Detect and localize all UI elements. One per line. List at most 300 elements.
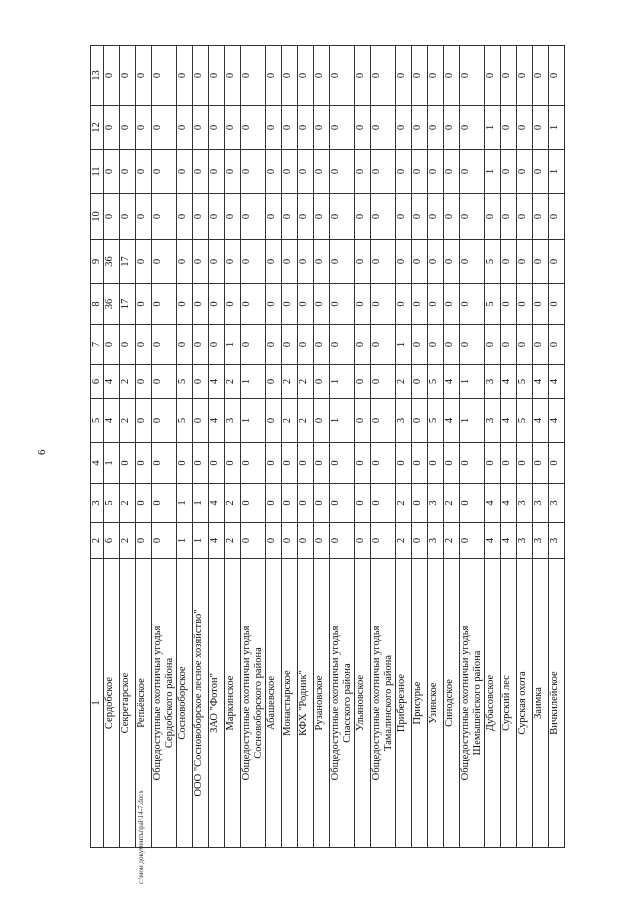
value-cell: 0 [266,106,282,150]
value-cell: 0 [330,443,355,484]
value-cell: 3 [549,523,565,559]
row-name-cell [314,559,330,848]
value-cell: 4 [501,523,517,559]
value-cell: 0 [428,325,444,365]
value-cell: 0 [193,325,209,365]
row-name-line: Присурье [412,681,423,725]
value-cell: 0 [177,150,193,194]
value-cell: 0 [517,284,533,325]
value-cell: 0 [177,194,193,240]
value-cell: 1 [460,365,485,399]
column-header: 3 [91,484,104,523]
value-cell: 0 [412,150,428,194]
value-cell: 0 [266,284,282,325]
value-cell: 0 [444,240,460,284]
value-cell: 0 [428,150,444,194]
value-cell: 0 [549,325,565,365]
value-cell: 2 [282,399,298,443]
value-cell: 0 [355,399,371,443]
value-cell: 0 [282,106,298,150]
value-cell: 0 [330,240,355,284]
value-cell: 17 [120,284,136,325]
row-name-line: Сосновоборское [177,666,188,740]
value-cell: 0 [517,194,533,240]
value-cell: 0 [314,284,330,325]
row-name-line: Маркинское [225,675,236,731]
value-cell: 0 [241,240,266,284]
row-name-cell [517,559,533,848]
value-cell: 0 [282,523,298,559]
table-row [298,46,314,848]
value-cell: 2 [120,523,136,559]
value-cell: 0 [177,46,193,106]
value-cell: 0 [225,194,241,240]
value-cell: 2 [225,365,241,399]
value-cell: 0 [314,194,330,240]
value-cell: 0 [517,46,533,106]
row-name-cell [298,559,314,848]
row-name-line: Репьёвское [136,678,147,728]
value-cell: 0 [209,150,225,194]
value-cell: 4 [209,523,225,559]
value-cell: 0 [460,240,485,284]
value-cell: 2 [225,523,241,559]
value-cell: 0 [193,106,209,150]
value-cell: 0 [152,484,177,523]
value-cell: 0 [298,443,314,484]
value-cell: 0 [266,484,282,523]
row-name-cell [193,559,209,848]
value-cell: 0 [371,150,396,194]
value-cell: 4 [104,365,120,399]
value-cell: 17 [120,240,136,284]
value-cell: 0 [209,46,225,106]
row-name-cell [120,559,136,848]
value-cell: 0 [501,194,517,240]
value-cell: 0 [225,284,241,325]
table-row [136,46,152,848]
value-cell: 0 [533,240,549,284]
value-cell: 0 [460,443,485,484]
value-cell: 0 [460,523,485,559]
value-cell: 0 [371,365,396,399]
value-cell: 0 [460,46,485,106]
value-cell: 4 [501,365,517,399]
row-name-line: Синодское [444,679,455,727]
value-cell: 0 [298,240,314,284]
value-cell: 0 [120,46,136,106]
value-cell: 0 [444,106,460,150]
value-cell: 0 [136,399,152,443]
value-cell: 0 [314,523,330,559]
value-cell: 0 [152,150,177,194]
row-name-line: КФХ "Родник" [298,670,309,736]
value-cell: 0 [549,240,565,284]
value-cell: 0 [225,240,241,284]
value-cell: 3 [225,399,241,443]
value-cell: 1 [330,365,355,399]
value-cell: 0 [460,325,485,365]
value-cell: 0 [396,106,412,150]
value-cell: 0 [152,46,177,106]
value-cell: 0 [517,325,533,365]
value-cell: 0 [330,46,355,106]
value-cell: 0 [209,325,225,365]
value-cell: 0 [412,399,428,443]
value-cell: 0 [266,399,282,443]
value-cell: 0 [120,443,136,484]
value-cell: 0 [209,240,225,284]
value-cell: 1 [193,523,209,559]
value-cell: 0 [177,106,193,150]
value-cell: 0 [330,106,355,150]
value-cell: 4 [501,484,517,523]
value-cell: 0 [533,325,549,365]
value-cell: 0 [120,325,136,365]
value-cell: 4 [533,365,549,399]
rotated-table-container [90,46,584,884]
value-cell: 3 [485,399,501,443]
value-cell: 0 [314,46,330,106]
value-cell: 0 [152,284,177,325]
value-cell: 1 [330,399,355,443]
value-cell: 0 [460,194,485,240]
value-cell: 4 [533,399,549,443]
row-name-cell [225,559,241,848]
value-cell: 0 [371,284,396,325]
table-row [225,46,241,848]
table-row [193,46,209,848]
value-cell: 3 [549,484,565,523]
row-name-cell [266,559,282,848]
column-header: 1 [91,559,104,848]
value-cell: 4 [209,484,225,523]
row-name-line: Общедоступные охотничьи угодья [241,625,252,781]
value-cell: 2 [298,399,314,443]
value-cell: 2 [120,399,136,443]
value-cell: 0 [152,106,177,150]
table-row [177,46,193,848]
value-cell: 0 [241,284,266,325]
table-row [533,46,549,848]
value-cell: 0 [266,240,282,284]
value-cell: 0 [177,325,193,365]
table-row [412,46,428,848]
row-name-line: Сосновоборского района [253,647,264,759]
value-cell: 0 [266,46,282,106]
value-cell: 0 [460,484,485,523]
value-cell: 0 [298,150,314,194]
value-cell: 0 [136,284,152,325]
value-cell: 4 [444,399,460,443]
value-cell: 0 [241,325,266,365]
table-row [152,46,177,848]
value-cell: 0 [120,106,136,150]
value-cell: 0 [355,46,371,106]
row-name-line: Сурский лес [501,675,512,731]
value-cell: 0 [104,46,120,106]
value-cell: 0 [533,284,549,325]
row-name-cell [412,559,428,848]
value-cell: 2 [120,484,136,523]
value-cell: 0 [266,194,282,240]
row-name-line: Общедоступные охотничьи угодья [460,625,471,781]
value-cell: 3 [396,399,412,443]
value-cell: 0 [501,46,517,106]
row-name-cell [241,559,266,848]
value-cell: 1 [460,399,485,443]
value-cell: 1 [485,106,501,150]
value-cell: 0 [209,194,225,240]
value-cell: 0 [533,106,549,150]
value-cell: 0 [298,325,314,365]
value-cell: 0 [282,240,298,284]
value-cell: 36 [104,240,120,284]
value-cell: 0 [396,150,412,194]
value-cell: 0 [104,194,120,240]
value-cell: 0 [282,46,298,106]
value-cell: 1 [241,399,266,443]
column-header: 6 [91,365,104,399]
row-name-line: Монастырское [282,670,293,736]
value-cell: 0 [444,443,460,484]
value-cell: 0 [209,443,225,484]
column-header: 12 [91,106,104,150]
value-cell: 0 [298,484,314,523]
value-cell: 0 [136,325,152,365]
row-name-cell [460,559,485,848]
value-cell: 0 [266,325,282,365]
value-cell: 5 [485,240,501,284]
value-cell: 0 [314,106,330,150]
table-row [501,46,517,848]
value-cell: 0 [314,443,330,484]
value-cell: 0 [282,150,298,194]
table-header-row [91,46,104,848]
value-cell: 0 [396,46,412,106]
value-cell: 0 [396,284,412,325]
value-cell: 0 [501,106,517,150]
row-name-line: Общедоступные охотничьи угодья [330,625,341,781]
value-cell: 3 [428,523,444,559]
value-cell: 0 [355,284,371,325]
value-cell: 0 [193,284,209,325]
value-cell: 0 [460,106,485,150]
table-row [355,46,371,848]
value-cell: 4 [549,399,565,443]
value-cell: 0 [282,484,298,523]
value-cell: 0 [412,194,428,240]
value-cell: 0 [282,284,298,325]
value-cell: 0 [501,325,517,365]
value-cell: 0 [533,194,549,240]
value-cell: 0 [136,365,152,399]
row-name-line: Шемышейского района [472,650,483,756]
value-cell: 0 [266,523,282,559]
table-row [209,46,225,848]
value-cell: 0 [314,399,330,443]
value-cell: 0 [152,443,177,484]
value-cell: 1 [241,365,266,399]
row-name-cell [104,559,120,848]
value-cell: 0 [371,484,396,523]
value-cell: 2 [396,365,412,399]
value-cell: 0 [298,523,314,559]
value-cell: 1 [104,443,120,484]
value-cell: 0 [152,194,177,240]
value-cell: 0 [444,325,460,365]
value-cell: 0 [314,484,330,523]
table-row [460,46,485,848]
value-cell: 0 [282,325,298,365]
value-cell: 0 [501,443,517,484]
value-cell: 0 [501,284,517,325]
value-cell: 0 [330,523,355,559]
row-name-line: ЗАО "Фотон" [209,673,220,733]
value-cell: 0 [314,325,330,365]
value-cell: 0 [241,150,266,194]
value-cell: 5 [485,284,501,325]
value-cell: 0 [371,443,396,484]
value-cell: 0 [412,325,428,365]
value-cell: 0 [330,194,355,240]
table-row [241,46,266,848]
value-cell: 0 [355,443,371,484]
value-cell: 4 [485,484,501,523]
value-cell: 0 [136,443,152,484]
value-cell: 1 [396,325,412,365]
value-cell: 0 [371,240,396,284]
table-row [517,46,533,848]
value-cell: 0 [533,443,549,484]
row-name-line: Сердобское [104,676,115,730]
value-cell: 0 [104,325,120,365]
value-cell: 0 [136,523,152,559]
table-row [549,46,565,848]
table-row [330,46,355,848]
row-name-line: Рузановское [314,675,325,731]
value-cell: 0 [241,443,266,484]
row-name-line: Сердобского района [164,657,175,749]
value-cell: 1 [177,484,193,523]
table-row [120,46,136,848]
value-cell: 0 [266,150,282,194]
value-cell: 0 [371,325,396,365]
value-cell: 0 [177,284,193,325]
value-cell: 0 [152,325,177,365]
value-cell: 0 [444,194,460,240]
value-cell: 0 [396,194,412,240]
value-cell: 0 [428,240,444,284]
value-cell: 0 [517,150,533,194]
value-cell: 0 [412,46,428,106]
value-cell: 3 [485,365,501,399]
row-name-cell [282,559,298,848]
value-cell: 0 [355,365,371,399]
value-cell: 0 [241,484,266,523]
value-cell: 0 [517,106,533,150]
value-cell: 36 [104,284,120,325]
value-cell: 0 [412,365,428,399]
row-name-line: ООО "Сосновоборское лесное хозяйство" [193,609,204,797]
value-cell: 0 [371,106,396,150]
column-header: 8 [91,284,104,325]
table-row [314,46,330,848]
value-cell: 0 [152,399,177,443]
value-cell: 0 [412,443,428,484]
value-cell: 0 [314,365,330,399]
value-cell: 2 [225,484,241,523]
value-cell: 0 [428,46,444,106]
value-cell: 4 [209,399,225,443]
row-name-cell [428,559,444,848]
value-cell: 2 [282,365,298,399]
value-cell: 0 [282,194,298,240]
table-row [428,46,444,848]
column-header: 5 [91,399,104,443]
table-row [282,46,298,848]
row-name-line: Секретарское [120,672,131,734]
value-cell: 0 [549,284,565,325]
row-name-line: Дубасовское [485,674,496,732]
value-cell: 3 [533,484,549,523]
row-name-cell [444,559,460,848]
value-cell: 4 [104,399,120,443]
page-number: 6 [36,449,48,455]
value-cell: 0 [412,240,428,284]
value-cell: 0 [355,150,371,194]
row-name-cell [152,559,177,848]
value-cell: 0 [412,284,428,325]
value-cell: 0 [444,284,460,325]
value-cell: 4 [549,365,565,399]
value-cell: 0 [298,284,314,325]
value-cell: 4 [501,399,517,443]
value-cell: 0 [120,194,136,240]
value-cell: 0 [330,150,355,194]
value-cell: 5 [104,484,120,523]
table-row [371,46,396,848]
table-row [396,46,412,848]
row-name-line: Ульяновское [355,674,366,732]
value-cell: 0 [152,365,177,399]
value-cell: 0 [371,399,396,443]
row-name-line: Абашевское [266,676,277,730]
value-cell: 0 [460,284,485,325]
value-cell: 0 [355,194,371,240]
value-cell: 0 [266,443,282,484]
column-header: 9 [91,240,104,284]
value-cell: 2 [444,484,460,523]
value-cell: 0 [485,325,501,365]
value-cell: 0 [225,106,241,150]
row-name-cell [485,559,501,848]
value-cell: 0 [371,46,396,106]
column-header: 10 [91,194,104,240]
value-cell: 0 [330,484,355,523]
value-cell: 0 [549,194,565,240]
value-cell: 0 [298,46,314,106]
value-cell: 0 [193,194,209,240]
value-cell: 0 [485,46,501,106]
file-path-footer: c:\мои документы\pal\14-7.docx [137,790,145,884]
value-cell: 0 [241,46,266,106]
value-cell: 5 [517,399,533,443]
value-cell: 1 [177,523,193,559]
value-cell: 0 [412,523,428,559]
value-cell: 0 [371,523,396,559]
value-cell: 3 [517,484,533,523]
